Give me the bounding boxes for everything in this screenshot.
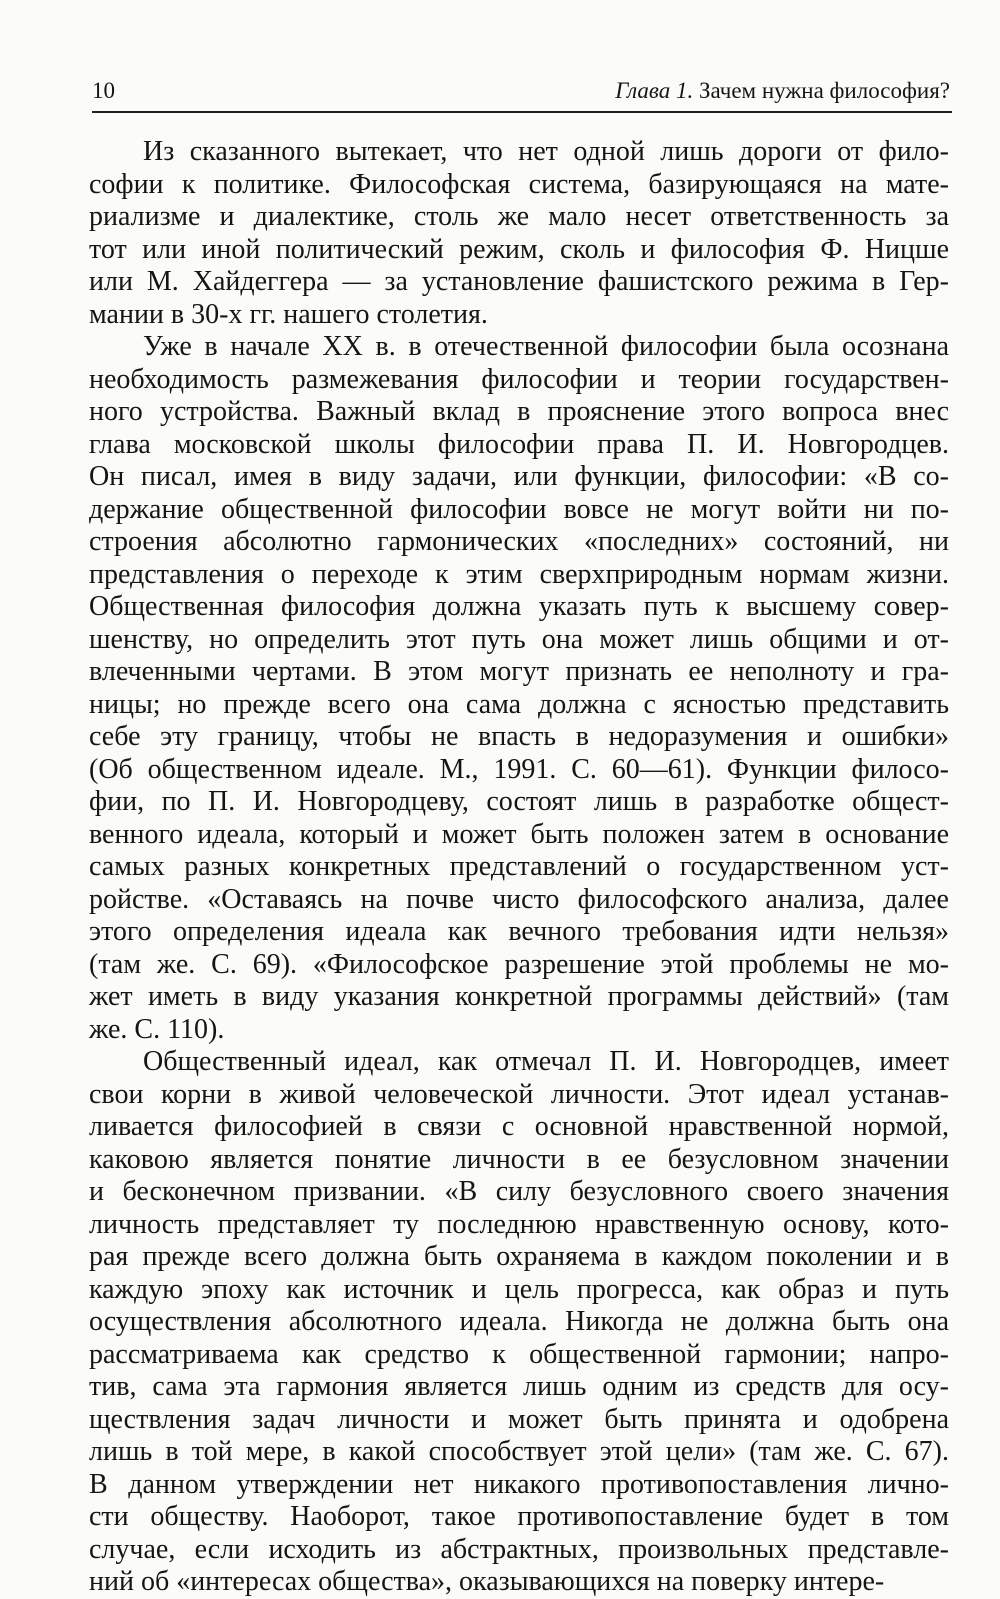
text-line: ществления задач личности и может быть принята и одобрена bbox=[89, 1403, 949, 1435]
text-line: самых разных конкретных представлений о государственном уст- bbox=[89, 851, 949, 882]
text-line: представления о переходе к этим сверхприродным нормам жизни. bbox=[89, 558, 949, 590]
text-line: рая прежде всего должна быть охраняема в каждом поколении и в bbox=[89, 1241, 949, 1272]
text-line: (Об общественном идеале. М., 1991. С. 60—61). Функции филосо- bbox=[89, 753, 949, 785]
text-line: В данном утверждении нет никакого противопоставления лично- bbox=[89, 1468, 949, 1500]
text-line: софии к политике. Философская система, базирующаяся на мате- bbox=[89, 168, 949, 200]
text-line: ницы; но прежде всего она сама должна с ясностью представить bbox=[89, 688, 949, 720]
running-head bbox=[615, 76, 950, 106]
text-line: каждую эпоху как источник и цель прогресса, как образ и путь bbox=[89, 1273, 949, 1305]
text-line: тив, сама эта гармония является лишь одним из средств для осу- bbox=[89, 1371, 949, 1402]
text-line: Из сказанного вытекает, что нет одной лишь дороги от фило- bbox=[143, 136, 949, 167]
text-line: рассматриваема как средство к общественной гармонии; напро- bbox=[89, 1338, 949, 1370]
text-line: Общественный идеал, как отмечал П. И. Новгородцев, имеет bbox=[143, 1046, 949, 1077]
text-line: ройстве. «Оставаясь на почве чисто философского анализа, далее bbox=[89, 883, 949, 915]
header-rule bbox=[92, 111, 952, 113]
chapter-label: Глава 1. bbox=[615, 78, 694, 103]
text-line: личность представляет ту последнюю нравственную основу, кото- bbox=[89, 1208, 949, 1240]
text-line: глава московской школы философии права П. И. Новгородцев. bbox=[89, 428, 949, 460]
text-line: держание общественной философии вовсе не могут войти ни по- bbox=[89, 493, 949, 525]
text-line: случае, если исходить из абстрактных, произвольных представле- bbox=[89, 1533, 949, 1565]
text-line: жет иметь в виду указания конкретной программы действий» (там bbox=[89, 981, 949, 1012]
text-line: этого определения идеала как вечного требования идти нельзя» bbox=[89, 916, 949, 947]
text-line: ливается философией в связи с основной нравственной нормой, bbox=[89, 1111, 949, 1142]
text-line: мании в 30-х гг. нашего столетия. bbox=[89, 298, 488, 330]
text-line: тот или иной политический режим, сколь и философия Ф. Ницше bbox=[89, 233, 949, 265]
text-line: (там же. С. 69). «Философское разрешение этой проблемы не мо- bbox=[89, 948, 949, 980]
text-line: сти обществу. Наоборот, такое противопоставление будет в том bbox=[89, 1501, 949, 1532]
text-line: и бесконечном призвании. «В силу безусловного своего значения bbox=[89, 1176, 949, 1207]
text-line: ного устройства. Важный вклад в прояснение этого вопроса внес bbox=[89, 396, 949, 427]
text-line: Общественная философия должна указать путь к высшему совер- bbox=[89, 591, 949, 622]
text-line: осуществления абсолютного идеала. Никогда не должна быть она bbox=[89, 1306, 949, 1337]
text-line: риализме и диалектике, столь же мало несет ответственность за bbox=[89, 201, 949, 232]
paragraph bbox=[89, 1046, 949, 1599]
body-text bbox=[89, 136, 949, 1599]
text-line: Уже в начале XX в. в отечественной философии была осознана bbox=[143, 331, 949, 362]
text-line: лишь в той мере, в какой способствует этой цели» (там же. С. 67). bbox=[89, 1436, 949, 1467]
text-line: влеченными чертами. В этом могут признать ее неполноту и гра- bbox=[89, 656, 949, 687]
page-number: 10 bbox=[92, 78, 115, 103]
text-line: шенству, но определить этот путь она может лишь общими и от- bbox=[89, 623, 949, 655]
text-line: необходимость размежевания философии и теории государствен- bbox=[89, 363, 949, 395]
text-line: строения абсолютно гармонических «последних» состояний, ни bbox=[89, 526, 949, 557]
page-header bbox=[92, 76, 950, 106]
text-line: же. С. 110). bbox=[89, 1013, 225, 1045]
paragraph bbox=[89, 136, 949, 331]
chapter-title: Зачем нужна философия? bbox=[698, 78, 950, 103]
text-line: фии, по П. И. Новгородцеву, состоят лишь в разработке общест- bbox=[89, 786, 949, 817]
text-line: каковою является понятие личности в ее безусловном значении bbox=[89, 1143, 949, 1175]
text-line: себе эту границу, чтобы не впасть в недоразумения и ошибки» bbox=[89, 721, 949, 752]
paragraph bbox=[89, 331, 949, 1046]
text-line: свои корни в живой человеческой личности. Этот идеал устанав- bbox=[89, 1078, 949, 1110]
text-line: венного идеала, который и может быть положен затем в основание bbox=[89, 818, 949, 850]
text-line: или М. Хайдеггера — за установление фашистского режима в Гер- bbox=[89, 266, 949, 297]
text-line: ний об «интересах общества», оказывающихся на поверку интере- bbox=[89, 1566, 885, 1597]
text-line: Он писал, имея в виду задачи, или функции, философии: «В со- bbox=[89, 461, 949, 492]
